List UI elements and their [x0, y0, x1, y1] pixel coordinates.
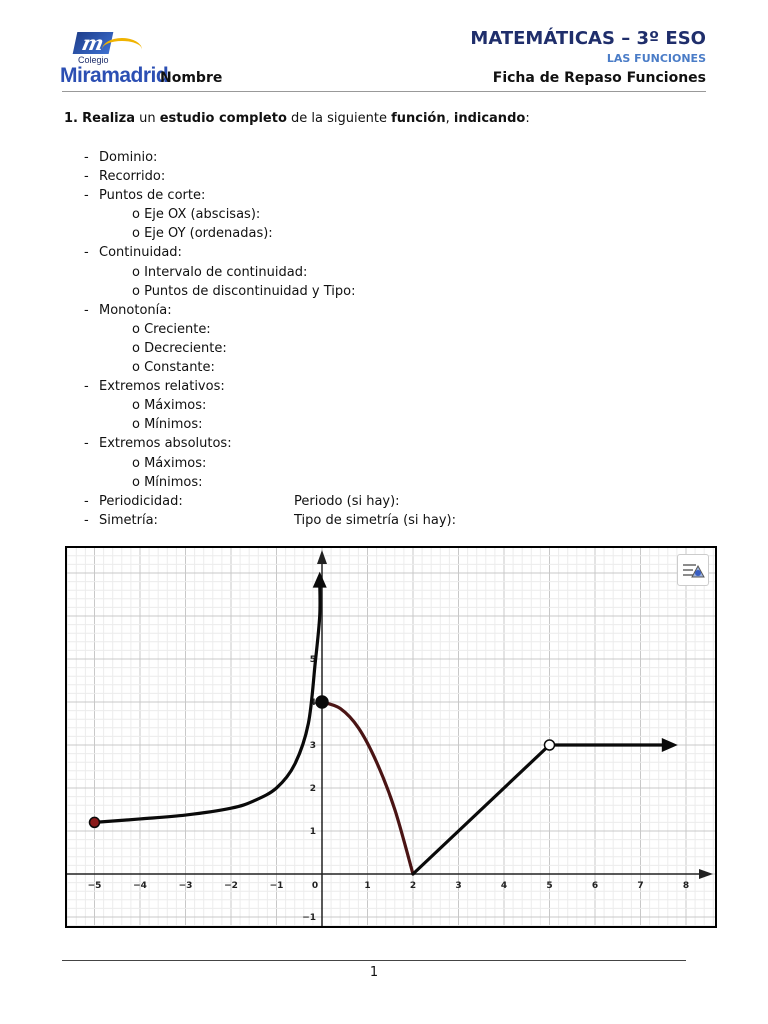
- question-number: 1.: [64, 111, 78, 126]
- dash: -: [84, 150, 89, 165]
- dash: -: [84, 188, 89, 204]
- item-tipo-simetria: Tipo de simetría (si hay):: [294, 512, 457, 528]
- dash: -: [84, 302, 89, 318]
- y-tick-label: 4: [309, 698, 316, 708]
- logo-colegio-text: Colegio: [78, 55, 109, 65]
- q-word-de-la: de la siguiente: [286, 111, 392, 126]
- subitem-discontinuidad: o Puntos de discontinuidad y Tipo:: [132, 283, 356, 299]
- subitem-decreciente: o Decreciente:: [132, 340, 227, 356]
- item-label: Recorrido:: [99, 169, 166, 185]
- function-graph: [65, 546, 717, 928]
- x-tick-label: 6: [591, 881, 599, 891]
- item-label: Monotonía:: [99, 302, 172, 318]
- y-tick-label: 5: [309, 655, 316, 665]
- item-label: Simetría:: [99, 512, 158, 528]
- item-periodicidad: [84, 492, 400, 511]
- closed-point: [316, 696, 328, 708]
- y-tick-label: 3: [309, 741, 316, 751]
- x-tick-label: 0: [311, 881, 319, 891]
- page-title: MATEMÁTICAS – 3º ESO: [470, 28, 706, 49]
- x-tick-label: 3: [455, 881, 462, 891]
- q-word-realiza: Realiza: [82, 111, 135, 126]
- school-logo: [60, 28, 169, 92]
- closed-point: [90, 817, 100, 827]
- y-tick-label: 1: [309, 827, 316, 837]
- x-tick-label: 7: [637, 881, 644, 891]
- item-monotonia: [84, 301, 355, 320]
- study-checklist: [84, 148, 457, 530]
- footer-divider: [62, 960, 686, 961]
- x-tick-label: −2: [224, 881, 238, 891]
- axes: [67, 550, 713, 926]
- item-label: Extremos absolutos:: [99, 436, 232, 452]
- y-tick-label: 2: [309, 784, 316, 794]
- x-tick-label: 4: [500, 881, 508, 891]
- constant-branch-arrowhead: [662, 738, 678, 752]
- item-label: Extremos relativos:: [99, 379, 225, 395]
- y-tick-label: −1: [302, 913, 316, 923]
- x-tick-label: 5: [546, 881, 553, 891]
- q-word-funcion: función: [391, 111, 446, 126]
- subitem-intervalo: o Intervalo de continuidad:: [132, 264, 308, 280]
- dash: -: [84, 512, 89, 528]
- y-axis-arrow: [317, 550, 327, 564]
- q-word-un: un: [134, 111, 160, 126]
- item-label: Periodicidad:: [99, 493, 183, 509]
- header-divider: [62, 91, 706, 92]
- dash: -: [84, 379, 89, 395]
- x-axis-arrow: [699, 869, 713, 879]
- grid: [67, 548, 715, 926]
- nombre-label: Nombre: [160, 70, 223, 86]
- item-dominio: [84, 148, 355, 167]
- x-tick-label: 8: [682, 881, 690, 891]
- item-simetria: [84, 511, 457, 530]
- logo-name-part-a: Mira: [60, 64, 102, 87]
- subitem-maximos-rel: o Máximos:: [132, 398, 207, 414]
- dash: -: [84, 493, 89, 509]
- item-extremos-relativos: [84, 377, 355, 396]
- item-label: Continuidad:: [99, 245, 182, 261]
- q-word-indicando: indicando: [453, 111, 526, 126]
- linear-branch: [413, 745, 550, 874]
- subitem-minimos-abs: o Mínimos:: [132, 474, 203, 490]
- graph-menu-icon[interactable]: [677, 554, 709, 586]
- logo-name: [60, 64, 168, 88]
- x-tick-label: −1: [269, 881, 284, 891]
- item-puntos-corte: [84, 186, 355, 205]
- subitem-constante: o Constante:: [132, 360, 215, 376]
- x-tick-label: 1: [364, 881, 371, 891]
- subitem-minimos-rel: o Mínimos:: [132, 417, 203, 433]
- q-word-colon: :: [525, 111, 530, 126]
- subitem-creciente: o Creciente:: [132, 321, 211, 337]
- subitem-maximos-abs: o Máximos:: [132, 455, 207, 471]
- x-tick-label: −3: [178, 881, 193, 891]
- logo-mark: m: [73, 32, 114, 54]
- item-recorrido: [84, 167, 355, 186]
- item-extremos-absolutos: [84, 434, 355, 453]
- asymptotic-branch-arrowhead: [313, 572, 327, 588]
- item-label: Dominio:: [99, 150, 158, 165]
- item-continuidad: [84, 243, 355, 262]
- item-label: Puntos de corte:: [99, 188, 206, 204]
- logo-name-part-b: madrid: [101, 64, 169, 87]
- item-periodo: Periodo (si hay):: [294, 493, 400, 509]
- q-word-comma: ,: [445, 111, 454, 126]
- dash: -: [84, 169, 89, 185]
- worksheet-name: Ficha de Repaso Funciones: [492, 70, 706, 86]
- x-tick-label: 2: [409, 881, 417, 891]
- question-statement: [64, 111, 530, 126]
- q-word-estudio: estudio completo: [159, 111, 287, 126]
- graph-canvas: [67, 548, 715, 926]
- x-tick-label: −5: [87, 881, 102, 891]
- open-point: [545, 740, 555, 750]
- page-number: 1: [369, 965, 379, 980]
- subitem-eje-ox: o Eje OX (abscisas):: [132, 207, 261, 223]
- page-subtitle: LAS FUNCIONES: [606, 52, 706, 65]
- dash: -: [84, 245, 89, 261]
- dash: -: [84, 436, 89, 452]
- subitem-eje-oy: o Eje OY (ordenadas):: [132, 226, 273, 242]
- x-tick-label: −4: [133, 881, 147, 891]
